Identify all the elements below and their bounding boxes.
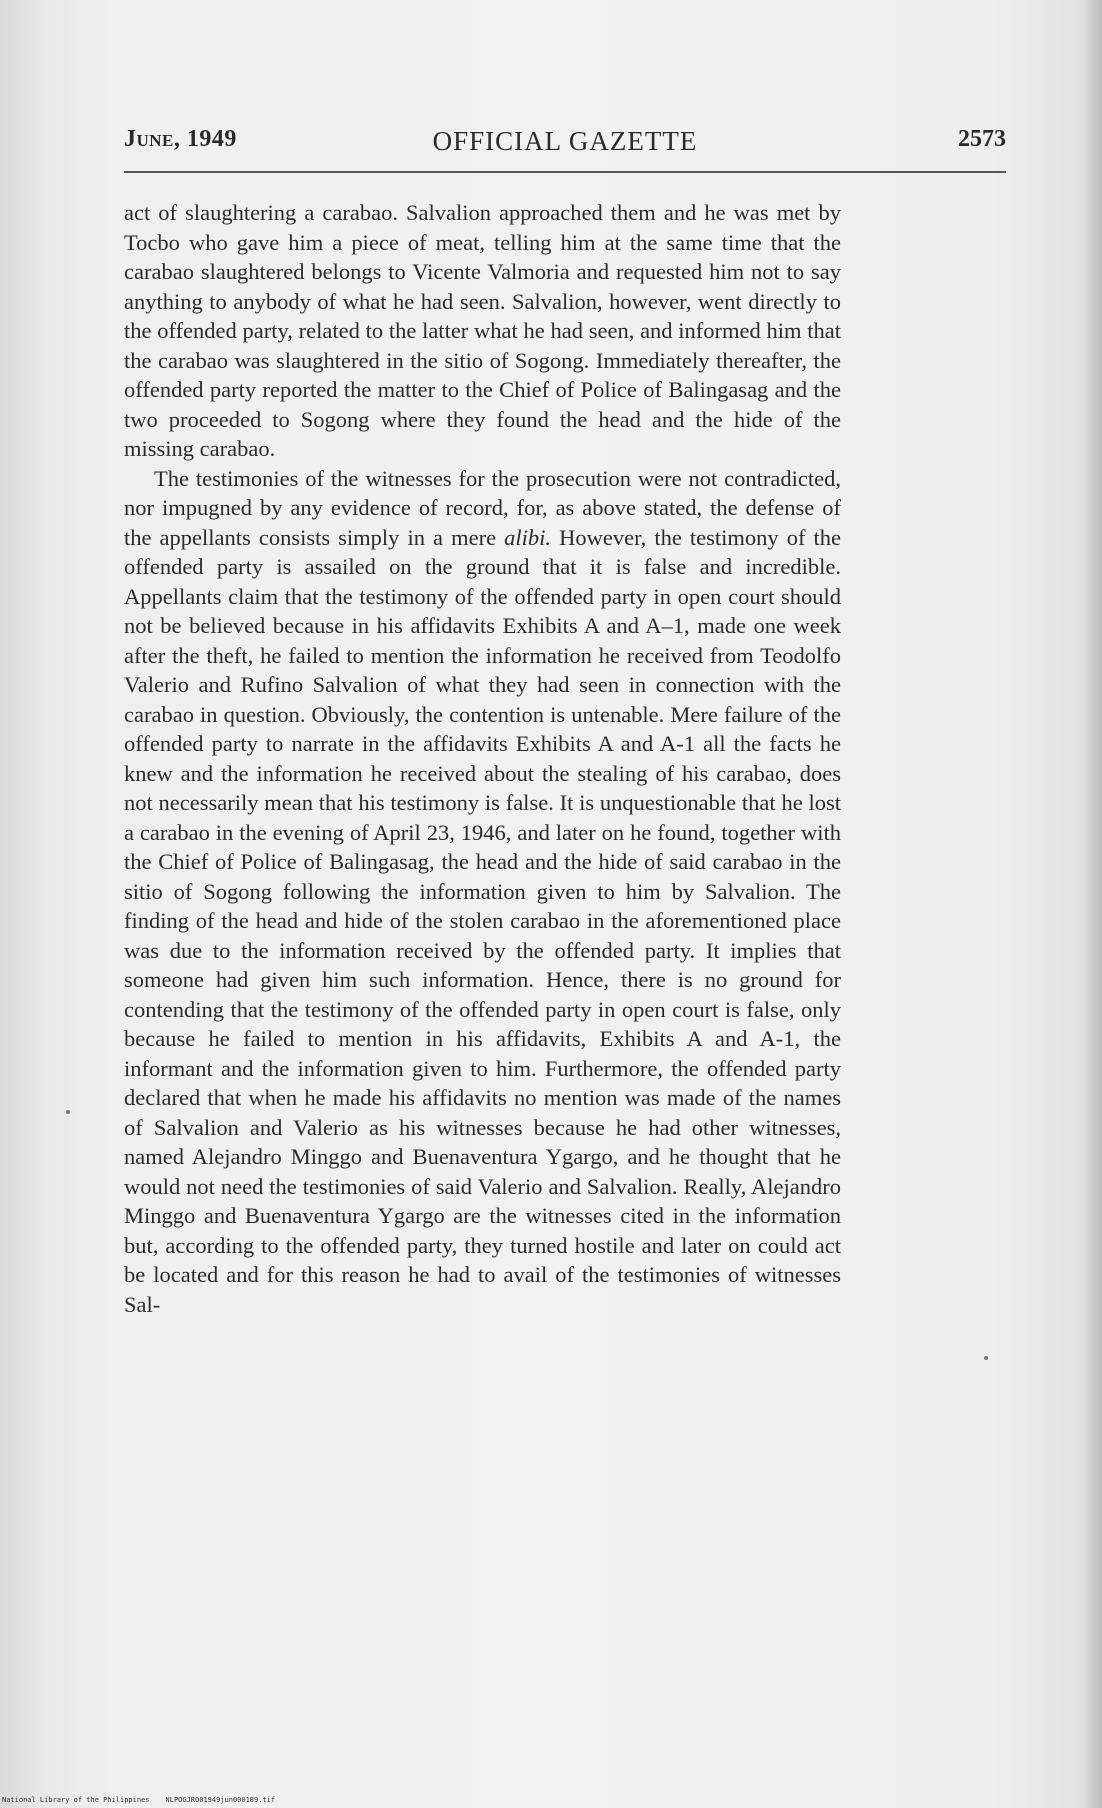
paragraph-2-text-b: However, the testimony of the offended party is assailed on the ground that it is false and incredible. Appellants claim that the testimony of the offended party in open court should not be believed because in his affidavits Exhibits A and A–1, made one week after the theft, he failed to mention the information he received from Teodolfo Valerio and Rufino Salvalion of what they had seen in connection with the carabao in question. Obviously, the contention is untenable. Mere failure of the offended party to narrate in the affidavits Exhibits A and A-1 all the facts he knew and the information he received about the stealing of his carabao, does not necessarily mean that his testimony is false. It is unquestionable that he lost a carabao in the evening of April 23, 1946, and later on he found, together with the Chief of Police of Balingasag, the head and the hide of said carabao in the sitio of Sogong following the information given to him by Salvalion. The finding of the head and hide of the stolen carabao in the aforementioned place was due to the information received by the offended party. It implies that someone had given him such information. Hence, there is no ground for contending that the testimony of the offended party in open court is false, only because he failed to mention in his affidavits, Exhibits A and A-1, the informant and the information given to him. Furthermore, the offended party declared that when he made his affidavits no mention was made of the names of Salvalion and Valerio as his witnesses because he had other witnesses, named Alejandro Minggo and Buenaventura Ygargo, and he thought that he would not need the testimonies of said Valerio and Salvalion. Really, Alejandro Minggo and Buenaventura Ygargo are the witnesses cited in the information but, according to the offended party, they turned hostile and later on could act be located and for this reason he had to avail of the testimonies of witnesses Sal-	[124, 524, 842, 1317]
page-edge-shadow	[1084, 0, 1102, 1808]
running-header	[124, 126, 1006, 160]
body-text	[124, 198, 841, 1319]
paragraph-2	[124, 464, 841, 1320]
scan-footer	[2, 1796, 275, 1804]
scan-speck	[66, 1110, 70, 1114]
scan-speck	[984, 1356, 988, 1360]
paragraph-2-text-a: The testimonies of the witnesses for the prosecution were not contradicted, nor impugned by any evidence of record, for, as above stated, the defense of the appellants consists simply in a mere	[124, 465, 841, 550]
paragraph-1: act of slaughtering a carabao. Salvalion approached them and he was met by Tocbo who gave him a piece of meat, telling him at the same time that the carabao slaughtered belongs to Vicente Valmoria and requested him not to say anything to anybody of what he had seen. Salvalion, however, went directly to the offended party, related to the latter what he had seen, and informed him that the carabao was slaughtered in the sitio of Sogong. Immediately thereafter, the offended party reported the matter to the Chief of Police of Balingasag and the two proceeded to Sogong where they found the head and the hide of the missing carabao.	[124, 200, 841, 461]
header-date: June, 1949	[124, 126, 237, 152]
header-page-number: 2573	[958, 126, 1006, 152]
footer-library: National Library of the Philippines	[2, 1796, 150, 1804]
footer-file-name: NLPOGJRO01949jun000189.tif	[165, 1796, 276, 1804]
header-rule	[124, 171, 1006, 173]
paragraph-2-italic-alibi: alibi.	[504, 524, 552, 550]
header-publication-title: OFFICIAL GAZETTE	[432, 126, 698, 156]
